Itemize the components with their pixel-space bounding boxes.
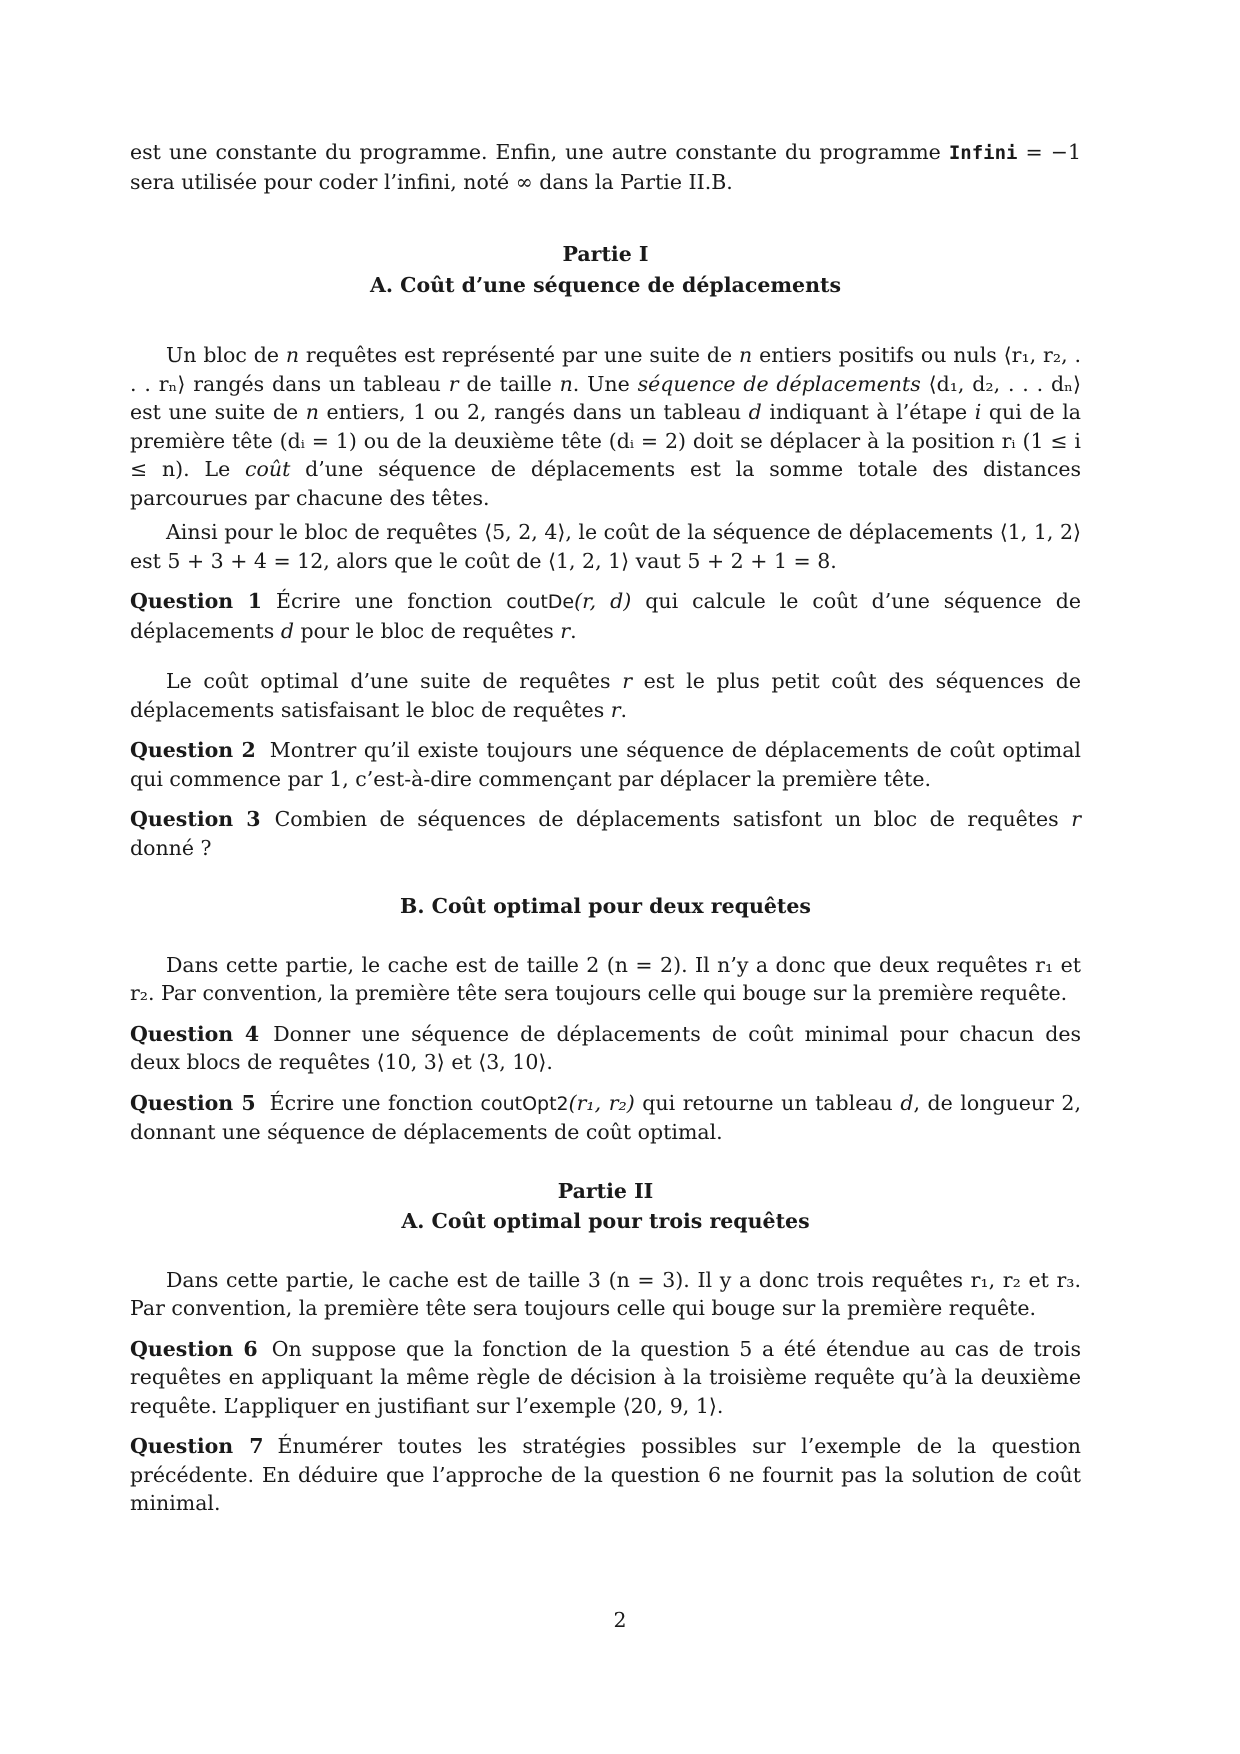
question-6-label: Question 6 [130,1336,258,1361]
question-2: Question 2 Montrer qu’il existe toujours une séquence de déplacements de coût optimal qui commence par 1, c’est-à-dire commençant par déplacer la première tête. [130,738,1081,791]
paragraph-bloc-requetes: Un bloc de n requêtes est représenté par une suite de n entiers positifs ou nuls ⟨r₁, r₂, . . . rₙ⟩ rangés dans un tableau r de taille n. Une séquence de déplacements ⟨d₁, d₂, . . . dₙ⟩ est une suite de n entiers, 1 ou 2, rangés dans un tableau d indiquant à l’étape i qui de la première tête (dᵢ = 1) ou de la deuxième tête (dᵢ = 2) doit se déplacer à la position rᵢ (1 ≤ i ≤ n). Le coût d’une séquence de déplacements est la somme totale des distances parcourues par chacune des têtes. [130,343,1082,510]
intro-text-2: = −1 sera utilisée pour coder l’infini, noté ∞ dans la Partie II.B. [130,140,1081,194]
question-5: Question 5 Écrire une fonction coutOpt2(r₁, r₂) qui retourne un tableau d, de longueur 2, donnant une séquence de déplacements de coût optimal. [130,1090,1081,1144]
document-page [130,138,1081,1518]
section-1b-title: B. Coût optimal pour deux requêtes [400,894,811,918]
paragraph-example: Ainsi pour le bloc de requêtes ⟨5, 2, 4⟩, le coût de la séquence de déplacements ⟨1, 1, 2⟩ est 5 + 3 + 4 = 12, alors que le coût de ⟨1, 2, 1⟩ vaut 5 + 2 + 1 = 8. [130,520,1081,573]
function-coutDe: coutDe [506,591,575,613]
intro-paragraph [130,138,1081,196]
question-1-label: Question 1 [130,589,263,613]
question-7: Question 7 Énumérer toutes les stratégies possibles sur l’exemple de la question précédente. En déduire que l’approche de la question 6 ne fournit pas la solution de coût minimal. [130,1434,1081,1515]
section-2a-title: A. Coût optimal pour trois requêtes [401,1209,810,1233]
question-2-label: Question 2 [130,738,256,762]
paragraph-deux-requetes: Dans cette partie, le cache est de taille 2 (n = 2). Il n’y a donc que deux requêtes r₁ et r₂. Par convention, la première tête sera toujours celle qui bouge sur la première requête. [130,952,1081,1005]
question-3: Question 3 Combien de séquences de déplacements satisfont un bloc de requêtes r donné ? [130,807,1081,860]
paragraph-cout-optimal: Le coût optimal d’une suite de requêtes r est le plus petit coût des séquences de déplacements satisfaisant le bloc de requêtes r. [130,669,1081,722]
question-4: Question 4 Donner une séquence de déplacements de coût minimal pour chacun des deux blocs de requêtes ⟨10, 3⟩ et ⟨3, 10⟩. [130,1021,1081,1074]
question-5-label: Question 5 [130,1090,256,1115]
infini-constant: Infini [948,142,1018,164]
paragraph-trois-requetes: Dans cette partie, le cache est de taille 3 (n = 3). Il y a donc trois requêtes r₁, r₂ et r₃. Par convention, la première tête sera toujours celle qui bouge sur la première requête. [130,1267,1081,1320]
function-coutOpt2: coutOpt2 [480,1092,569,1115]
intro-text: est une constante du programme. Enfin, une autre constante du programme [130,140,949,164]
section-1a-title: A. Coût d’une séquence de déplacements [369,272,842,297]
question-6: Question 6 On suppose que la fonction de la question 5 a été étendue au cas de trois requêtes en appliquant la même règle de décision à la troisième requête qu’à la deuxième requête. L’appliquer en justifiant sur l’exemple ⟨20, 9, 1⟩. [130,1336,1081,1418]
question-4-label: Question 4 [130,1021,260,1046]
question-1: Question 1 Écrire une fonction coutDe(r, d) qui calcule le coût d’une séquence de déplacements d pour le bloc de requêtes r. [130,589,1081,643]
page-number: 2 [613,1608,627,1632]
partie-1-title: Partie I [562,242,649,266]
question-7-label: Question 7 [130,1434,264,1458]
partie-2-title: Partie II [557,1178,654,1203]
question-3-label: Question 3 [130,807,261,831]
